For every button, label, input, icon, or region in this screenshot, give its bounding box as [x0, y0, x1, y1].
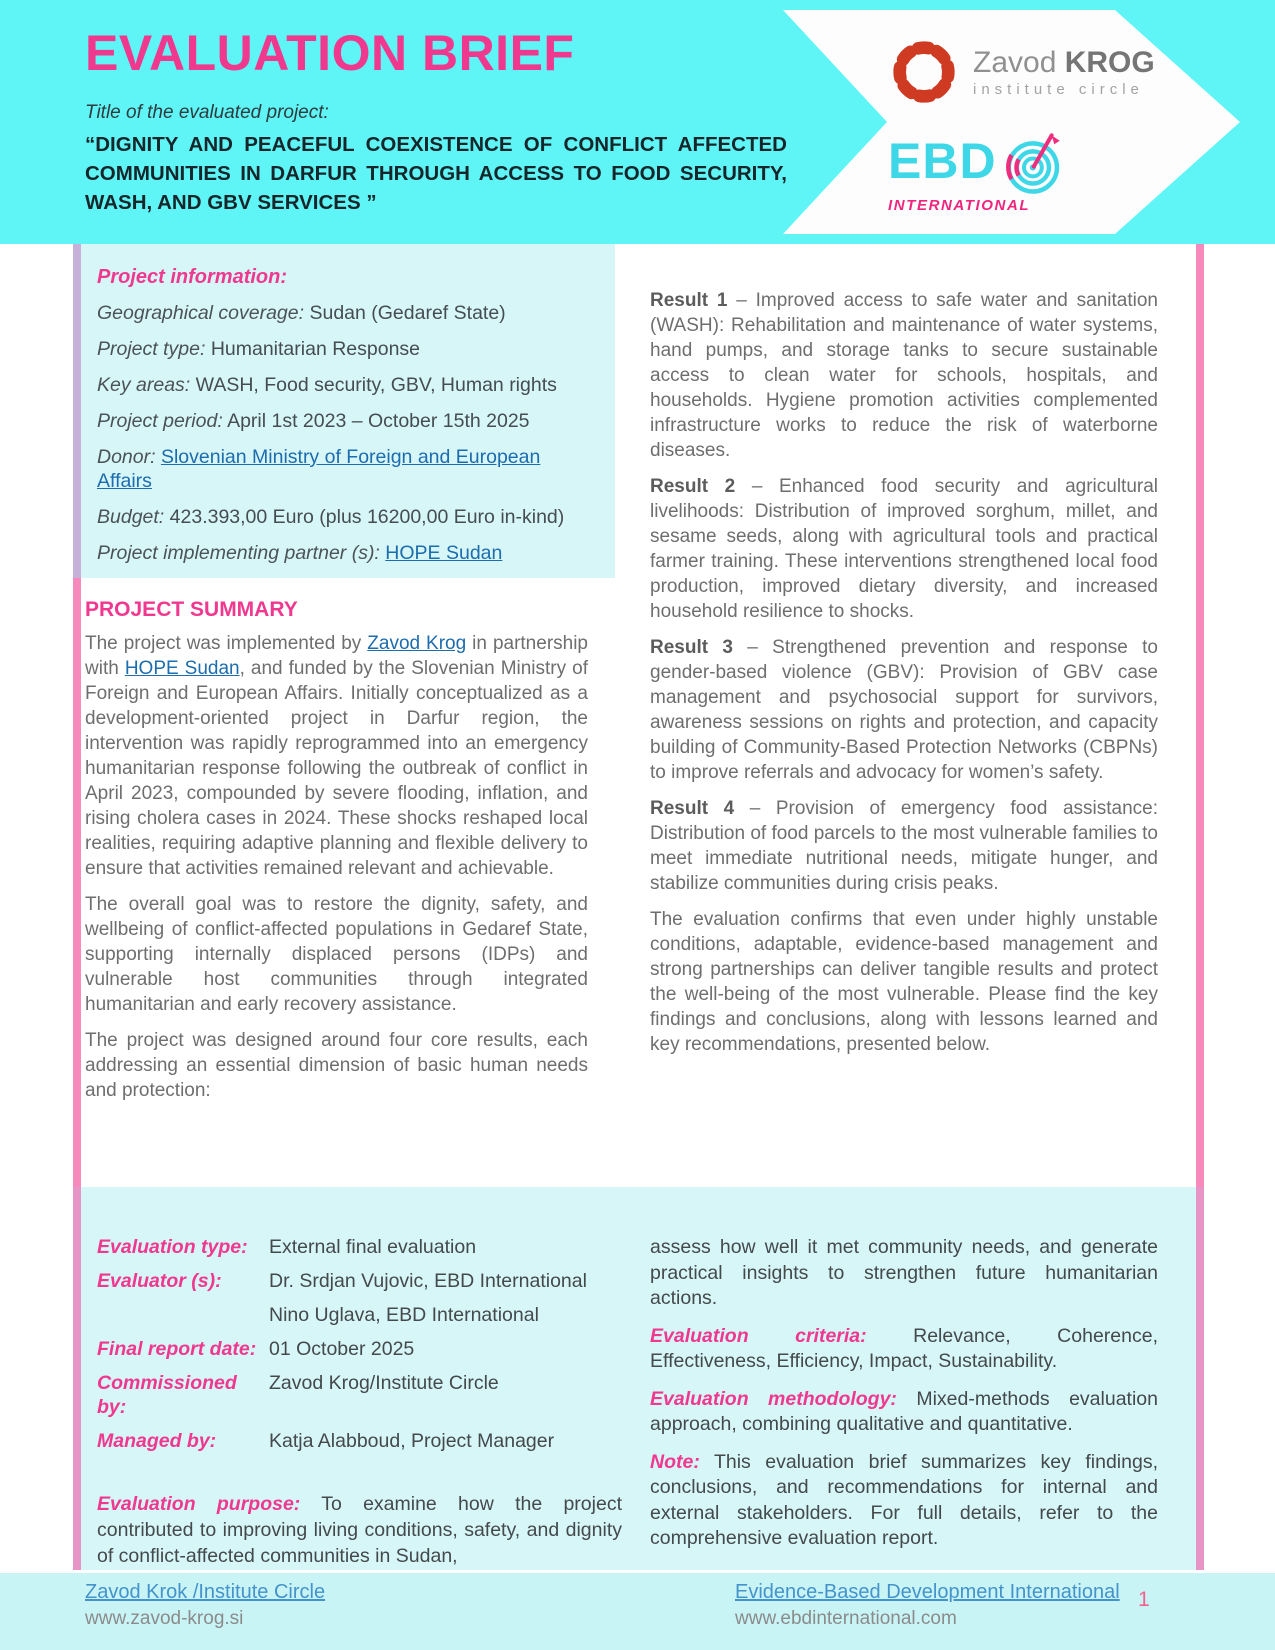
result-paragraph-4 [650, 796, 1158, 896]
project-info-row [97, 373, 599, 397]
row-value: WASH, Food security, GBV, Human rights [195, 374, 557, 396]
evaluation-row [97, 1235, 622, 1259]
right-accent-bar-top [1196, 244, 1204, 1187]
evaluation-row [97, 1371, 622, 1419]
note-paragraph [650, 1450, 1158, 1552]
summary-column [85, 631, 588, 1114]
evaluation-details-right [650, 1235, 1158, 1564]
result-text: – Enhanced food security and agricultural livelihoods: Distribution of improved sorghum, millet, and sesame seeds, along with agricultural tools and practical farmer training. These interventions strengthened local food production, improved dietary diversity, and increased household resilience to shocks. [650, 476, 1158, 622]
project-info-heading: Project information: [97, 266, 288, 288]
project-title-label: Title of the evaluated project: [85, 102, 329, 123]
project-info-row [97, 541, 599, 565]
hope-sudan-link[interactable]: HOPE Sudan [124, 658, 240, 679]
zavod-logo-tagline: institute circle [973, 80, 1144, 98]
project-info-panel [81, 244, 615, 578]
zavod-krog-url: www.zavod-krog.si [85, 1608, 244, 1629]
project-info-row [97, 337, 599, 361]
project-summary-heading: PROJECT SUMMARY [85, 598, 298, 621]
zavod-logo-name [973, 47, 1155, 79]
purpose-text: To examine how the project contributed to improving living conditions, safety, and dignity of conflict-affected communities in Sudan, [97, 1493, 622, 1567]
project-title: “DIGNITY AND PEACEFUL COEXISTENCE OF CONFLICT AFFECTED COMMUNITIES IN DARFUR THROUGH ACCESS TO FOOD SECURITY, WASH, AND GBV SERVICES ” [85, 133, 787, 214]
project-info-row [97, 505, 599, 529]
paragraph-text: Mixed-methods evaluation approach, combining qualitative and quantitative. [650, 1387, 1158, 1435]
evaluation-paragraph [650, 1235, 1158, 1312]
ebd-url: www.ebdinternational.com [735, 1608, 957, 1629]
row-value: Dr. Srdjan Vujovic, EBD International [269, 1270, 587, 1292]
row-value: Nino Uglava, EBD International [269, 1304, 539, 1326]
donor-link[interactable]: Slovenian Ministry of Foreign and European Affairs [97, 446, 541, 492]
result-label: Result 3 [650, 637, 733, 658]
results-column [650, 288, 1158, 1068]
zavod-krog-link[interactable]: Zavod Krog [367, 633, 467, 654]
result-text: – Strengthened prevention and response to gender-based violence (GBV): Provision of GBV case management and psychosocial support for survivors, awareness sessions on rights and protection, and capacity building of Community-Based Protection Networks (CBPNs) to improve referrals and advocacy for women’s safety. [650, 637, 1158, 783]
row-value: Zavod Krog/Institute Circle [269, 1372, 499, 1394]
row-label: Project type: [97, 338, 206, 360]
result-label: Result 1 [650, 290, 728, 311]
row-label [97, 1303, 269, 1327]
page-title: EVALUATION BRIEF [85, 25, 575, 81]
row-value: Sudan (Gedaref State) [309, 302, 506, 324]
paragraph-label: Evaluation methodology: [650, 1387, 897, 1410]
left-accent-bar-bottom [73, 1187, 81, 1570]
row-value: April 1st 2023 – October 15th 2025 [227, 410, 530, 432]
zavod-logo-text [973, 47, 1155, 98]
row-value: External final evaluation [269, 1236, 477, 1258]
paragraph-label: Note: [650, 1450, 700, 1473]
result-label: Result 2 [650, 476, 736, 497]
row-value: Humanitarian Response [210, 338, 421, 360]
evaluation-row [97, 1429, 622, 1453]
row-label: Managed by: [97, 1430, 217, 1452]
summary-paragraph-1 [85, 631, 588, 881]
footer-band [0, 1573, 1275, 1650]
paragraph-text: assess how well it met community needs, and generate practical insights to strengthen future humanitarian actions. [650, 1236, 1158, 1309]
project-info-row [97, 409, 599, 433]
summary-text: , and funded by the Slovenian Ministry of Foreign and European Affairs. Initially conceptualized as a development-oriented project in Darfur region, the intervention was rapidly reprogrammed into an emergency humanitarian response following the outbreak of conflict in April 2023, compounded by severe flooding, inflation, and rising cholera cases in 2024. These shocks reshaped local realities, requiring adaptive planning and flexible delivery to ensure that activities remained relevant and achievable. [85, 658, 588, 879]
paragraph-text: Relevance, Coherence, Effectiveness, Efficiency, Impact, Sustainability. [650, 1324, 1158, 1372]
row-label: Donor: [97, 446, 156, 468]
zavod-krog-emblem-icon [888, 36, 960, 108]
purpose-label: Evaluation purpose: [97, 1493, 301, 1515]
project-info-row [97, 445, 599, 493]
row-value: 423.393,00 Euro (plus 16200,00 Euro in-kind) [169, 506, 565, 528]
evaluation-row [97, 1269, 622, 1293]
conclusion-paragraph: The evaluation confirms that even under highly unstable conditions, adaptable, evidence-based management and strong partnerships can deliver tangible results and protect the well-being of the most vulnerable. Please find the key findings and conclusions, along with lessons learned and key recommendations, presented below. [650, 909, 1158, 1055]
zavod-krog-footer-link[interactable]: Zavod Krok /Institute Circle [85, 1581, 326, 1603]
summary-paragraph-2: The overall goal was to restore the dignity, safety, and wellbeing of conflict-affected populations in Gedaref State, supporting internally displaced persons (IDPs) and vulnerable host communities through integrated humanitarian and early recovery assistance. [85, 894, 588, 1015]
row-label: Evaluator (s): [97, 1270, 222, 1292]
row-label: Evaluation type: [97, 1236, 248, 1258]
header-band [0, 0, 1275, 244]
result-text: – Provision of emergency food assistance: Distribution of food parcels to the most vulnerable families to meet immediate nutritional needs, mitigate hunger, and stabilize communities during crisis peaks. [650, 798, 1158, 894]
row-label: Budget: [97, 506, 165, 528]
evaluation-details-left [97, 1235, 622, 1569]
result-label: Result 4 [650, 798, 735, 819]
summary-text: in partnership with [85, 633, 588, 679]
right-accent-bar-bottom [1196, 1187, 1204, 1570]
row-label: Final report date: [97, 1338, 257, 1360]
left-accent-bar-top [73, 244, 81, 578]
zavod-krog-logo [888, 36, 1155, 108]
evaluation-row [97, 1303, 622, 1327]
result-paragraph-3 [650, 635, 1158, 785]
row-label: Project implementing partner (s): [97, 542, 380, 564]
ebd-logo-name: EBD [888, 133, 997, 189]
row-label: Commissioned by: [97, 1372, 237, 1418]
evaluation-row [97, 1337, 622, 1361]
zavod-logo-name-bold: KROG [1064, 45, 1155, 79]
page-number: 1 [1138, 1588, 1150, 1611]
ebd-target-icon [999, 130, 1065, 196]
ebd-logo-tagline: INTERNATIONAL [888, 197, 1031, 214]
row-value: 01 October 2025 [269, 1338, 415, 1360]
evaluation-methodology-paragraph [650, 1387, 1158, 1438]
result-paragraph-2 [650, 474, 1158, 624]
row-label: Geographical coverage: [97, 302, 305, 324]
row-value: Katja Alabboud, Project Manager [269, 1430, 555, 1452]
footer-right [735, 1581, 1120, 1630]
result-text: – Improved access to safe water and sanitation (WASH): Rehabilitation and maintenance of water systems, hand pumps, and storage tanks to secure sustainable access to clean water for schools, hospitals, and households. Hygiene promotion activities complemented infrastructure works to reduce the risk of waterborne diseases. [650, 290, 1158, 461]
footer-left [85, 1581, 325, 1630]
result-paragraph-1 [650, 288, 1158, 463]
evaluation-details-panel [81, 1187, 1196, 1570]
implementing-partner-link[interactable]: HOPE Sudan [385, 542, 503, 564]
summary-text: The project was implemented by [85, 633, 368, 654]
paragraph-text: This evaluation brief summarizes key findings, conclusions, and recommendations for internal and external stakeholders. For full details, refer to the comprehensive evaluation report. [650, 1450, 1158, 1549]
ebd-footer-link[interactable]: Evidence-Based Development International [735, 1581, 1120, 1603]
paragraph-label: Evaluation criteria: [650, 1324, 867, 1347]
ebd-logo [888, 133, 1065, 214]
project-info-row [97, 301, 599, 325]
zavod-logo-name-light: Zavod [973, 45, 1065, 79]
row-label: Project period: [97, 410, 223, 432]
row-label: Key areas: [97, 374, 191, 396]
evaluation-purpose-paragraph [97, 1491, 622, 1569]
summary-paragraph-3: The project was designed around four core results, each addressing an essential dimension of basic human needs and protection: [85, 1030, 588, 1101]
evaluation-criteria-paragraph [650, 1324, 1158, 1375]
left-accent-bar-middle [73, 578, 81, 1187]
